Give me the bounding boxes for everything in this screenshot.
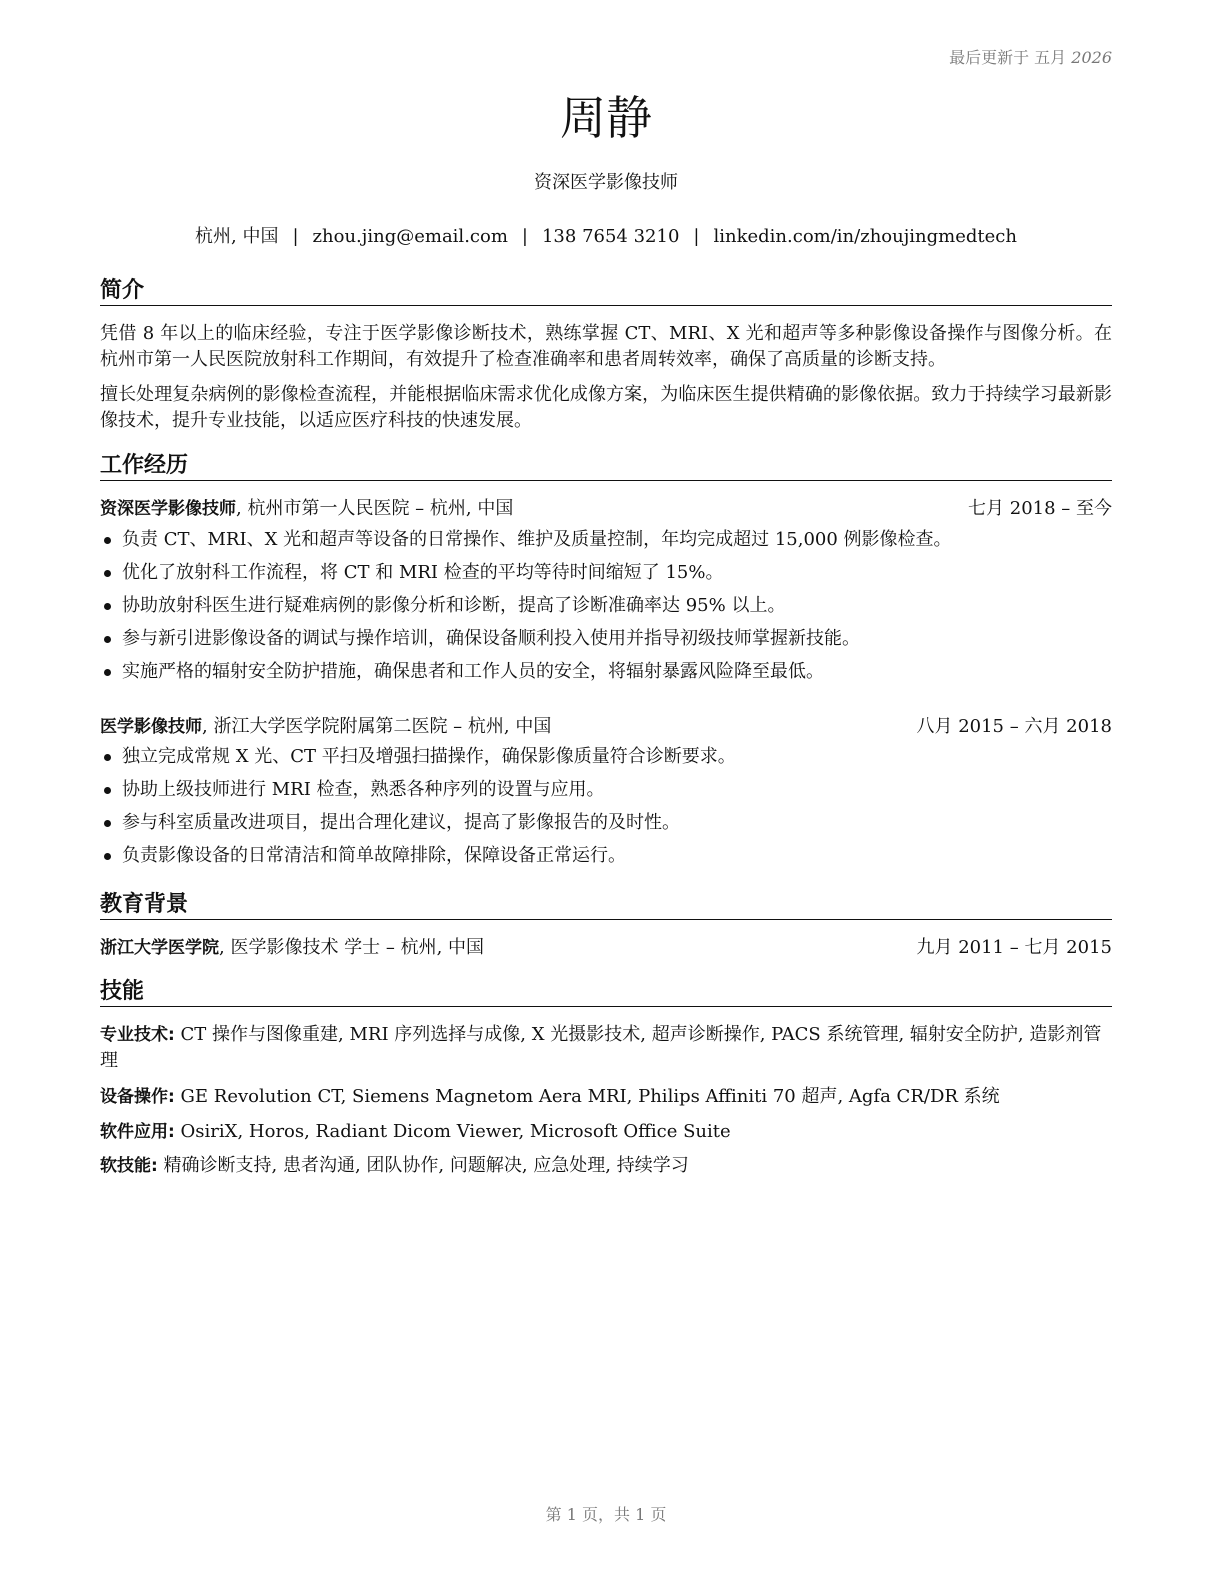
skill-row [100,1084,1112,1110]
education-entry [100,936,1112,960]
list-item-text: 负责 CT、MRI、X 光和超声等设备的日常操作、维护及质量控制，年均完成超过 15,000 例影像检查。 [122,529,952,550]
skill-value: OsiriX, Horos, Radiant Dicom Viewer, Microsoft Office Suite [174,1121,731,1142]
bullet-icon [104,537,111,544]
list-item-text: 协助上级技师进行 MRI 检查，熟悉各种序列的设置与应用。 [122,779,605,800]
skill-row [100,1153,1112,1179]
list-item [100,745,1112,769]
education-degree: , 医学影像技术 学士 – 杭州, 中国 [219,937,485,958]
bullet-icon [104,754,111,761]
resume-page [100,0,1112,1584]
skill-label: 软技能: [100,1156,158,1176]
list-item [100,660,1112,684]
job-bullet-list [100,528,1112,693]
list-item [100,528,1112,552]
list-item-text: 参与新引进影像设备的调试与操作培训，确保设备顺利投入使用并指导初级技师掌握新技能。 [122,628,860,649]
list-item [100,844,1112,868]
skill-row [100,1119,1112,1145]
bullet-icon [104,636,111,643]
section-title-skills: 技能 [100,978,1112,1007]
list-item-text: 实施严格的辐射安全防护措施，确保患者和工作人员的安全，将辐射暴露风险降至最低。 [122,661,824,682]
job-title-line [100,497,513,521]
skill-value: GE Revolution CT, Siemens Magnetom Aera MRI, Philips Affiniti 70 超声, Agfa CR/DR 系统 [174,1086,1000,1107]
contact-phone: 138 7654 3210 [541,226,680,247]
job-dates: 八月 2015 – 六月 2018 [916,716,1112,737]
person-name: 周静 [560,91,652,145]
job-bullet-list [100,745,1112,877]
skill-value: CT 操作与图像重建, MRI 序列选择与成像, X 光摄影技术, 超声诊断操作, PACS 系统管理, 辐射安全防护, 造影剂管理 [100,1024,1102,1071]
bullet-icon [104,603,111,610]
list-item-text: 负责影像设备的日常清洁和简单故障排除，保障设备正常运行。 [122,845,626,866]
summary-paragraph: 擅长处理复杂病例的影像检查流程，并能根据临床需求优化成像方案，为临床医生提供精确的影像依据。致力于持续学习最新影像技术，提升专业技能，以适应医疗科技的快速发展。 [100,384,1112,431]
list-item [100,778,1112,802]
job-employer: , 杭州市第一人民医院 – 杭州, 中国 [236,498,514,519]
bullet-icon [104,853,111,860]
list-item-text: 优化了放射科工作流程，将 CT 和 MRI 检查的平均等待时间缩短了 15%。 [122,562,724,583]
list-item-text: 协助放射科医生进行疑难病例的影像分析和诊断，提高了诊断准确率达 95% 以上。 [122,595,786,616]
contact-email-link[interactable]: zhou.jing@email.com [312,226,508,247]
job-employer: , 浙江大学医学院附属第二医院 – 杭州, 中国 [202,716,552,737]
job-headline: 资深医学影像技师 [534,172,678,193]
list-item-text: 参与科室质量改进项目，提出合理化建议，提高了影像报告的及时性。 [122,812,680,833]
skill-row [100,1022,1112,1074]
contact-linkedin-link[interactable]: linkedin.com/in/zhoujingmedtech [713,226,1017,247]
list-item [100,811,1112,835]
job-header [100,715,1112,739]
contact-location: 杭州, 中国 [195,226,279,247]
contact-separator: | [521,226,528,247]
section-title-education: 教育背景 [100,891,1112,920]
last-updated-year: 2026 [1071,48,1112,67]
bullet-icon [104,820,111,827]
list-item [100,627,1112,651]
contact-separator: | [292,226,299,247]
bullet-icon [104,570,111,577]
skill-label: 软件应用: [100,1122,175,1142]
bullet-icon [104,669,111,676]
education-dates: 九月 2011 – 七月 2015 [916,937,1112,958]
contact-line [100,225,1112,249]
job-role: 资深医学影像技师 [100,499,236,519]
skill-label: 设备操作: [100,1087,175,1107]
last-updated-prefix: 最后更新于 五月 [949,48,1067,67]
section-title-summary: 简介 [100,277,1112,306]
job-dates: 七月 2018 – 至今 [968,498,1112,519]
bullet-icon [104,787,111,794]
contact-separator: | [693,226,700,247]
skill-value: 精确诊断支持, 患者沟通, 团队协作, 问题解决, 应急处理, 持续学习 [157,1155,689,1176]
last-updated [949,45,1112,68]
job-header [100,497,1112,521]
job-title-line [100,715,551,739]
list-item [100,561,1112,585]
education-title-line [100,936,484,960]
list-item-text: 独立完成常规 X 光、CT 平扫及增强扫描操作，确保影像质量符合诊断要求。 [122,746,736,767]
summary-paragraph: 凭借 8 年以上的临床经验，专注于医学影像诊断技术，熟练掌握 CT、MRI、X 光和超声等多种影像设备操作与图像分析。在杭州市第一人民医院放射科工作期间，有效提升了检查准确率和患者周转效率，确保了高质量的诊断支持。 [100,323,1112,370]
education-school: 浙江大学医学院 [100,938,219,958]
skill-label: 专业技术: [100,1025,175,1045]
page-number: 第 1 页，共 1 页 [545,1505,667,1524]
list-item [100,594,1112,618]
section-title-experience: 工作经历 [100,452,1112,481]
job-role: 医学影像技师 [100,717,202,737]
